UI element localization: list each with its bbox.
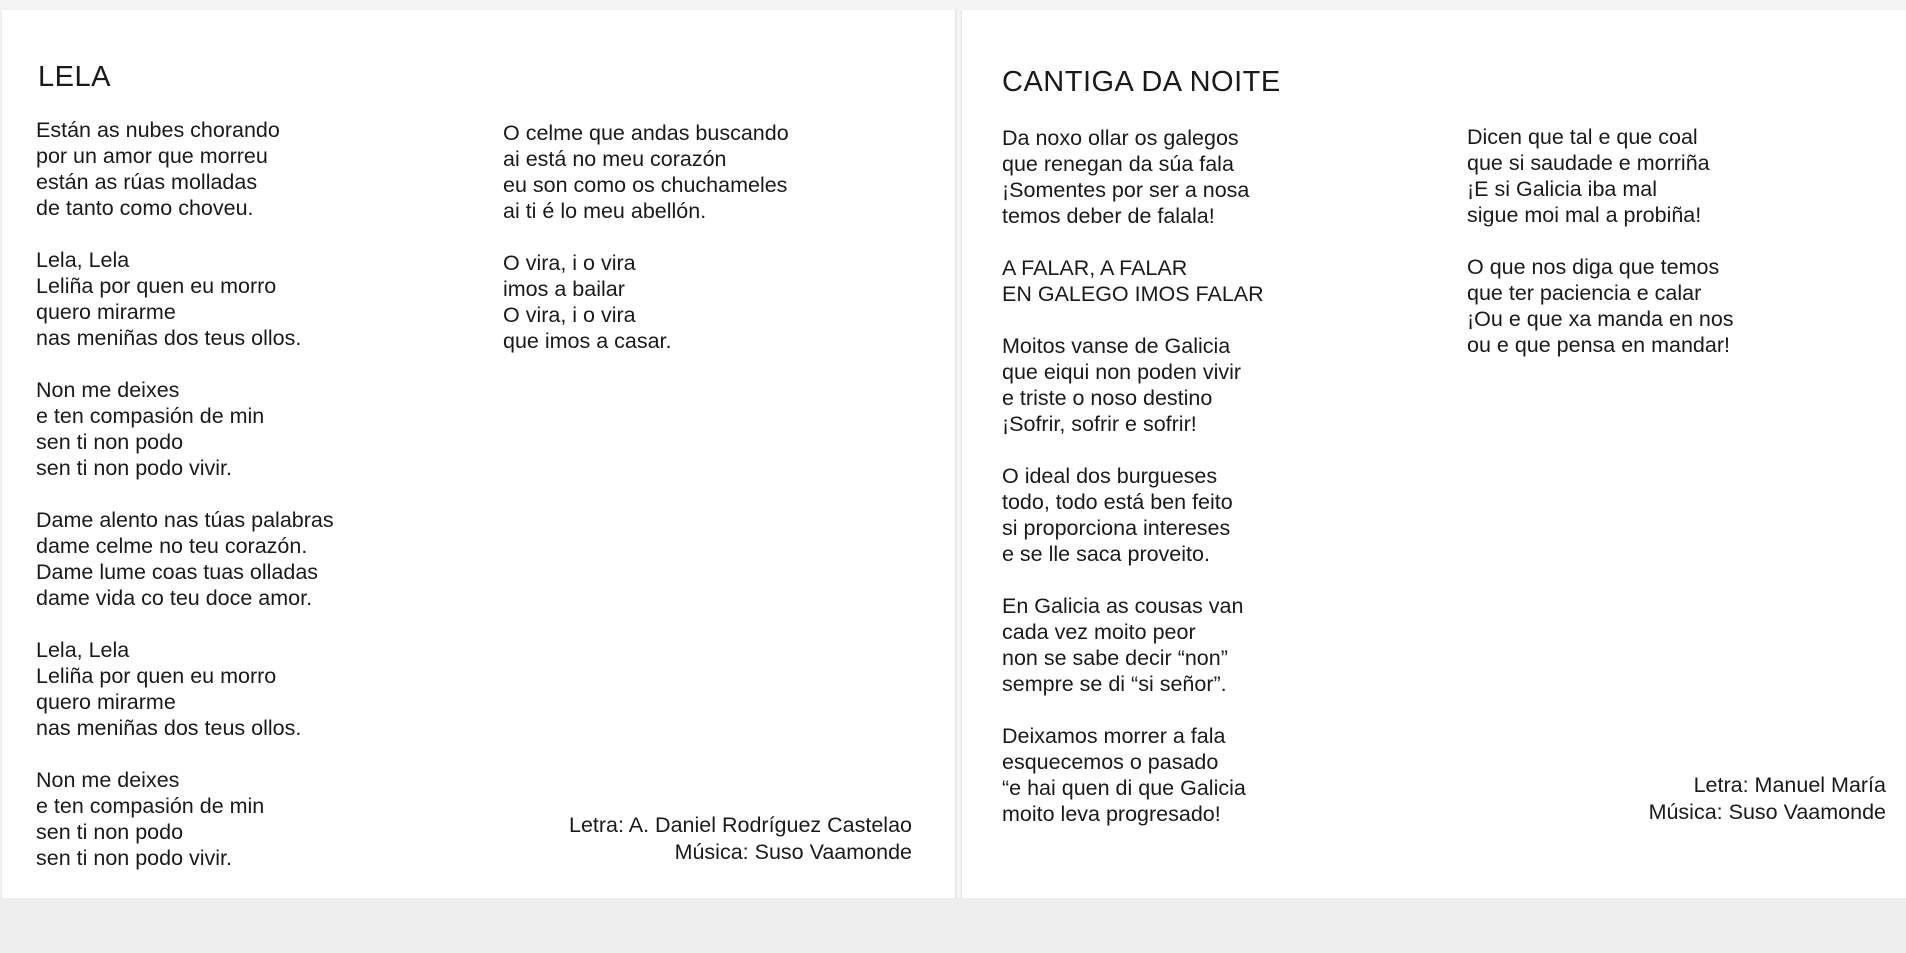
left-page [2, 10, 956, 898]
lyric-line: eu son como os chuchameles [503, 173, 788, 197]
stanza [503, 120, 789, 224]
lyric-line: ai está no meu corazón [503, 147, 727, 171]
cantiga-column-1 [1002, 125, 1264, 853]
stanza [1002, 255, 1264, 307]
lyric-line: ¡Sofrir, sofrir e sofrir! [1002, 412, 1197, 436]
lyric-line: si proporciona intereses [1002, 516, 1231, 540]
lyric-line: que ter paciencia e calar [1467, 281, 1702, 305]
stanza [36, 637, 334, 741]
lela-column-2 [503, 120, 789, 380]
lyric-line: ¡Ou e que xa manda en nos [1467, 307, 1734, 331]
lyric-line: Leliña por quen eu morro [36, 664, 277, 688]
lyric-line: sen ti non podo vivir. [36, 846, 233, 870]
lyric-line: cada vez moito peor [1002, 620, 1196, 644]
lyric-line: por un amor que morreu [36, 144, 268, 168]
lyric-line: moito leva progresado! [1002, 802, 1221, 826]
lyrics-credit: Letra: Manuel María [1693, 773, 1886, 797]
lyric-line: O vira, i o vira [503, 251, 636, 275]
lyric-line: e se lle saca proveito. [1002, 542, 1210, 566]
stanza [36, 377, 334, 481]
lyric-line: ai ti é lo meu abellón. [503, 199, 707, 223]
stanza [36, 507, 334, 611]
lyric-line: que si saudade e morriña [1467, 151, 1710, 175]
lyric-line: Moitos vanse de Galicia [1002, 334, 1231, 358]
lyric-line: Dame alento nas túas palabras [36, 508, 334, 532]
lyric-line: O ideal dos burgueses [1002, 464, 1218, 488]
lyric-line: que renegan da súa fala [1002, 152, 1234, 176]
lyric-line: temos deber de falala! [1002, 204, 1215, 228]
lyric-line: ¡Somentes por ser a nosa [1002, 178, 1250, 202]
lyric-line: están as rúas molladas [36, 170, 258, 194]
stanza [1002, 723, 1264, 827]
stanza [1467, 124, 1734, 228]
lyric-line: nas meniñas dos teus ollos. [36, 326, 302, 350]
lyric-line: “e hai quen di que Galicia [1002, 776, 1246, 800]
stanza [503, 250, 789, 354]
lyric-line: imos a bailar [503, 277, 625, 301]
lyric-line: e triste o noso destino [1002, 386, 1213, 410]
lyric-line: sigue moi mal a probiña! [1467, 203, 1702, 227]
lyric-line: Están as nubes chorando [36, 118, 280, 142]
lyric-line: Dicen que tal e que coal [1467, 125, 1698, 149]
lyric-line: sempre se di “si señor”. [1002, 672, 1227, 696]
lyric-line: sen ti non podo [36, 820, 184, 844]
lyric-line: ¡E si Galicia iba mal [1467, 177, 1657, 201]
song-title-lela: LELA [38, 61, 111, 93]
lyric-line: quero mirarme [36, 690, 176, 714]
lyric-line: nas meniñas dos teus ollos. [36, 716, 302, 740]
lyric-line: O celme que andas buscando [503, 121, 789, 145]
stanza [36, 767, 334, 871]
lyric-line: e ten compasión de min [36, 794, 265, 818]
stanza [1002, 463, 1264, 567]
lyric-line: O vira, i o vira [503, 303, 636, 327]
lyric-line: ou e que pensa en mandar! [1467, 333, 1730, 357]
lyric-line: Da noxo ollar os galegos [1002, 126, 1239, 150]
stanza [1002, 593, 1264, 697]
lyric-line: Dame lume coas tuas olladas [36, 560, 319, 584]
lyric-line: de tanto como choveu. [36, 196, 254, 220]
stanza [1467, 254, 1734, 358]
lyric-line: esquecemos o pasado [1002, 750, 1219, 774]
lyric-line: Lela, Lela [36, 248, 130, 272]
lyric-line: e ten compasión de min [36, 404, 265, 428]
lyric-line: A FALAR, A FALAR [1002, 256, 1188, 280]
song-title-cantiga-da-noite: CANTIGA DA NOITE [1002, 66, 1281, 98]
lyric-line: non se sabe decir “non” [1002, 646, 1228, 670]
lela-column-1 [36, 117, 334, 897]
cantiga-column-2 [1467, 124, 1734, 384]
stanza [36, 247, 334, 351]
lyric-line: todo, todo está ben feito [1002, 490, 1233, 514]
lyric-line: que eiqui non poden vivir [1002, 360, 1242, 384]
lyric-line: dame vida co teu doce amor. [36, 586, 313, 610]
lyric-line: Non me deixes [36, 378, 180, 402]
lyric-line: sen ti non podo [36, 430, 184, 454]
lyric-line: O que nos diga que temos [1467, 255, 1720, 279]
lyric-line: dame celme no teu corazón. [36, 534, 308, 558]
lyrics-credit: Letra: A. Daniel Rodríguez Castelao [568, 813, 912, 837]
lyric-line: sen ti non podo vivir. [36, 456, 233, 480]
lyric-line: Lela, Lela [36, 638, 130, 662]
lyric-line: Leliña por quen eu morro [36, 274, 277, 298]
stanza [1002, 125, 1264, 229]
music-credit: Música: Suso Vaamonde [1648, 800, 1886, 824]
lyric-line: Deixamos morrer a fala [1002, 724, 1226, 748]
music-credit: Música: Suso Vaamonde [674, 840, 912, 864]
lela-credits [569, 812, 912, 866]
stanza [36, 117, 334, 221]
stanza [1002, 333, 1264, 437]
lyric-line: EN GALEGO IMOS FALAR [1002, 282, 1264, 306]
right-page [962, 10, 1906, 898]
lyric-line: quero mirarme [36, 300, 176, 324]
lyric-line: que imos a casar. [503, 329, 672, 353]
scan-bottom-margin [0, 898, 1906, 953]
lyric-line: En Galicia as cousas van [1002, 594, 1244, 618]
cantiga-credits [1649, 772, 1886, 826]
lyric-line: Non me deixes [36, 768, 180, 792]
